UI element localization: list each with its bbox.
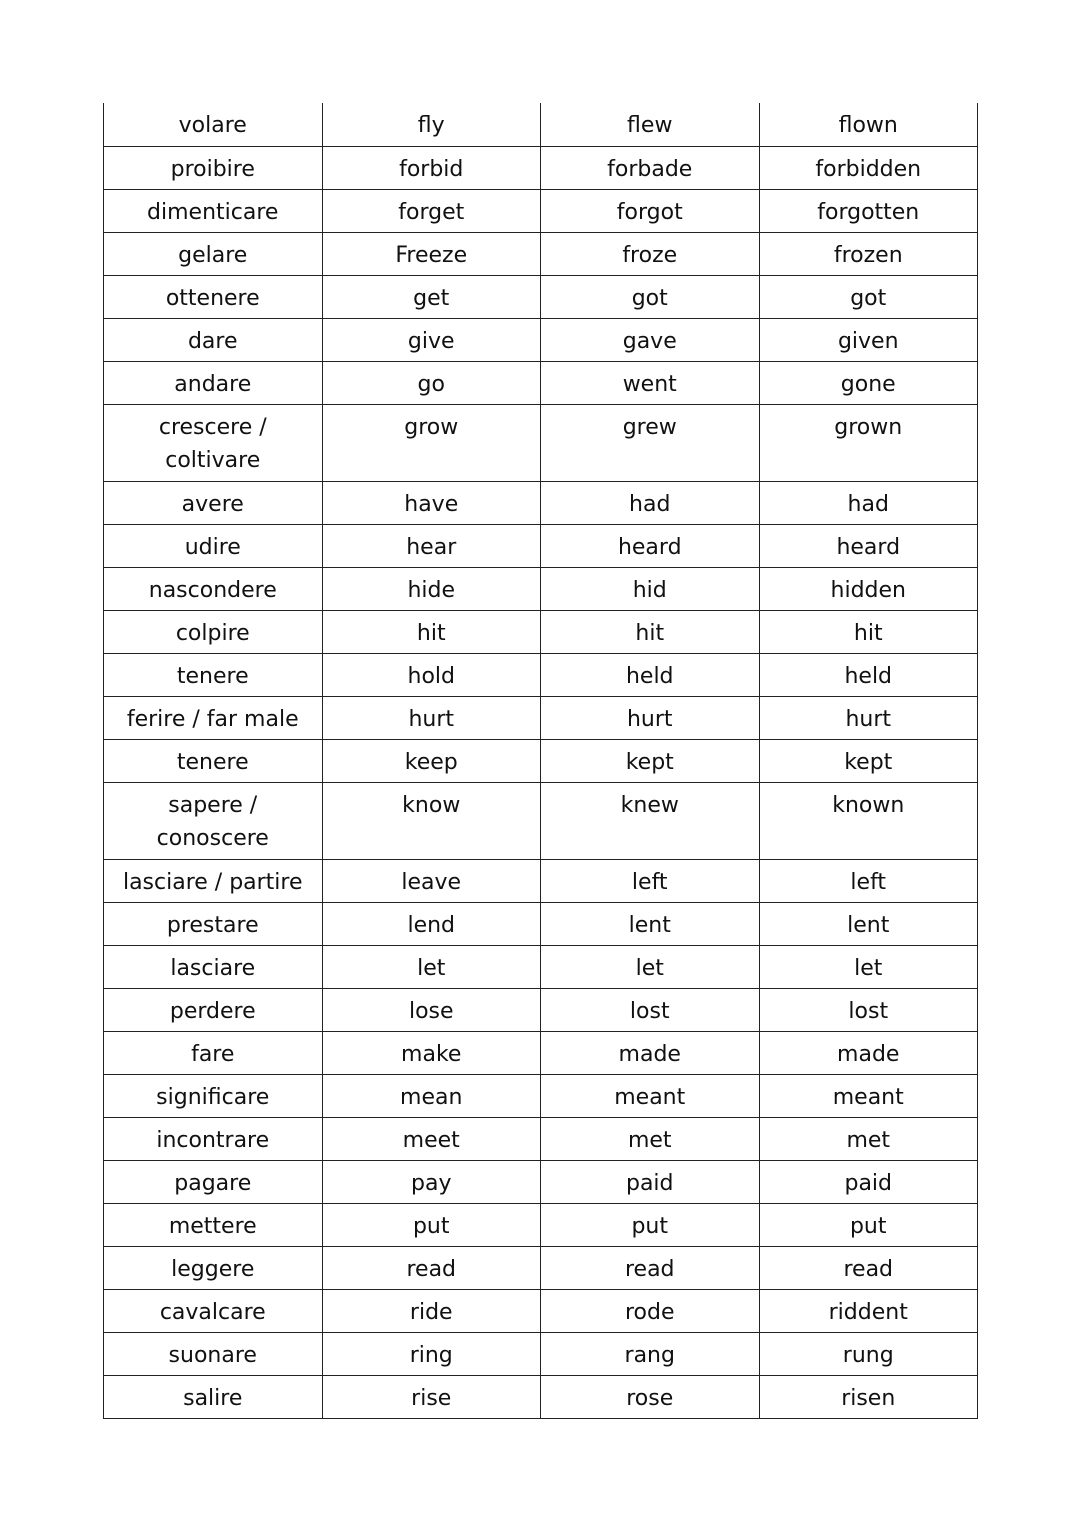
italian-verb-cell: dare: [104, 318, 323, 361]
past-simple-cell: forbade: [541, 146, 760, 189]
italian-verb-cell: gelare: [104, 232, 323, 275]
italian-verb-cell: ferire / far male: [104, 696, 323, 739]
past-simple-cell: paid: [541, 1160, 760, 1203]
irregular-verbs-table: [103, 103, 978, 1419]
table-row: [104, 610, 978, 653]
table-row: [104, 902, 978, 945]
base-form-cell: grow: [322, 404, 541, 481]
past-simple-cell: got: [541, 275, 760, 318]
italian-verb-cell: tenere: [104, 739, 323, 782]
base-form-cell: Freeze: [322, 232, 541, 275]
past-participle-cell: made: [759, 1031, 978, 1074]
italian-verb-cell: colpire: [104, 610, 323, 653]
base-form-cell: go: [322, 361, 541, 404]
past-participle-cell: put: [759, 1203, 978, 1246]
italian-verb-cell: crescere / coltivare: [104, 404, 323, 481]
past-participle-cell: left: [759, 859, 978, 902]
italian-verb-cell: pagare: [104, 1160, 323, 1203]
table-row: [104, 945, 978, 988]
base-form-cell: fly: [322, 103, 541, 146]
base-form-cell: know: [322, 782, 541, 859]
past-simple-cell: hid: [541, 567, 760, 610]
italian-verb-cell: lasciare: [104, 945, 323, 988]
past-simple-cell: had: [541, 481, 760, 524]
table-row: [104, 275, 978, 318]
italian-verb-cell: cavalcare: [104, 1289, 323, 1332]
past-simple-cell: kept: [541, 739, 760, 782]
past-simple-cell: held: [541, 653, 760, 696]
base-form-cell: lose: [322, 988, 541, 1031]
past-simple-cell: put: [541, 1203, 760, 1246]
past-simple-cell: rang: [541, 1332, 760, 1375]
base-form-cell: rise: [322, 1375, 541, 1418]
base-form-cell: mean: [322, 1074, 541, 1117]
past-participle-cell: risen: [759, 1375, 978, 1418]
past-simple-cell: flew: [541, 103, 760, 146]
past-participle-cell: grown: [759, 404, 978, 481]
table-row: [104, 567, 978, 610]
base-form-cell: ride: [322, 1289, 541, 1332]
past-participle-cell: hidden: [759, 567, 978, 610]
italian-verb-cell: incontrare: [104, 1117, 323, 1160]
italian-verb-cell: dimenticare: [104, 189, 323, 232]
table-row: [104, 232, 978, 275]
past-simple-cell: went: [541, 361, 760, 404]
past-participle-cell: rung: [759, 1332, 978, 1375]
table-row: [104, 696, 978, 739]
italian-verb-cell: ottenere: [104, 275, 323, 318]
base-form-cell: forbid: [322, 146, 541, 189]
italian-verb-cell: udire: [104, 524, 323, 567]
table-row: [104, 481, 978, 524]
italian-verb-cell: perdere: [104, 988, 323, 1031]
italian-verb-cell: fare: [104, 1031, 323, 1074]
table-row: [104, 1160, 978, 1203]
past-simple-cell: rose: [541, 1375, 760, 1418]
past-participle-cell: forgotten: [759, 189, 978, 232]
past-participle-cell: had: [759, 481, 978, 524]
table-row: [104, 1332, 978, 1375]
italian-verb-cell: volare: [104, 103, 323, 146]
past-simple-cell: lent: [541, 902, 760, 945]
past-participle-cell: got: [759, 275, 978, 318]
past-simple-cell: rode: [541, 1289, 760, 1332]
base-form-cell: let: [322, 945, 541, 988]
base-form-cell: hear: [322, 524, 541, 567]
past-participle-cell: known: [759, 782, 978, 859]
past-simple-cell: left: [541, 859, 760, 902]
base-form-cell: put: [322, 1203, 541, 1246]
past-simple-cell: froze: [541, 232, 760, 275]
past-participle-cell: paid: [759, 1160, 978, 1203]
verbs-table-body: [104, 103, 978, 1418]
base-form-cell: lend: [322, 902, 541, 945]
past-participle-cell: hit: [759, 610, 978, 653]
table-row: [104, 1117, 978, 1160]
table-row: [104, 146, 978, 189]
past-participle-cell: forbidden: [759, 146, 978, 189]
table-row: [104, 1074, 978, 1117]
italian-verb-cell: tenere: [104, 653, 323, 696]
table-row: [104, 404, 978, 481]
past-participle-cell: lost: [759, 988, 978, 1031]
past-participle-cell: flown: [759, 103, 978, 146]
base-form-cell: give: [322, 318, 541, 361]
past-participle-cell: riddent: [759, 1289, 978, 1332]
base-form-cell: make: [322, 1031, 541, 1074]
base-form-cell: read: [322, 1246, 541, 1289]
base-form-cell: pay: [322, 1160, 541, 1203]
italian-verb-cell: avere: [104, 481, 323, 524]
base-form-cell: hold: [322, 653, 541, 696]
past-simple-cell: gave: [541, 318, 760, 361]
past-participle-cell: meant: [759, 1074, 978, 1117]
past-participle-cell: read: [759, 1246, 978, 1289]
past-participle-cell: let: [759, 945, 978, 988]
past-participle-cell: kept: [759, 739, 978, 782]
past-simple-cell: hurt: [541, 696, 760, 739]
table-row: [104, 1375, 978, 1418]
base-form-cell: leave: [322, 859, 541, 902]
past-participle-cell: given: [759, 318, 978, 361]
past-participle-cell: held: [759, 653, 978, 696]
base-form-cell: get: [322, 275, 541, 318]
past-participle-cell: hurt: [759, 696, 978, 739]
past-simple-cell: grew: [541, 404, 760, 481]
table-row: [104, 361, 978, 404]
past-simple-cell: met: [541, 1117, 760, 1160]
table-row: [104, 988, 978, 1031]
past-simple-cell: meant: [541, 1074, 760, 1117]
italian-verb-cell: significare: [104, 1074, 323, 1117]
italian-verb-cell: sapere / conoscere: [104, 782, 323, 859]
base-form-cell: forget: [322, 189, 541, 232]
italian-verb-cell: suonare: [104, 1332, 323, 1375]
past-simple-cell: let: [541, 945, 760, 988]
table-row: [104, 1246, 978, 1289]
table-row: [104, 653, 978, 696]
table-row: [104, 782, 978, 859]
table-row: [104, 1031, 978, 1074]
past-participle-cell: lent: [759, 902, 978, 945]
past-simple-cell: heard: [541, 524, 760, 567]
past-participle-cell: gone: [759, 361, 978, 404]
table-row: [104, 1203, 978, 1246]
table-row: [104, 318, 978, 361]
italian-verb-cell: salire: [104, 1375, 323, 1418]
base-form-cell: hide: [322, 567, 541, 610]
past-simple-cell: lost: [541, 988, 760, 1031]
past-participle-cell: heard: [759, 524, 978, 567]
italian-verb-cell: proibire: [104, 146, 323, 189]
past-simple-cell: forgot: [541, 189, 760, 232]
italian-verb-cell: nascondere: [104, 567, 323, 610]
base-form-cell: meet: [322, 1117, 541, 1160]
table-row: [104, 1289, 978, 1332]
past-participle-cell: met: [759, 1117, 978, 1160]
past-simple-cell: read: [541, 1246, 760, 1289]
table-row: [104, 103, 978, 146]
table-row: [104, 189, 978, 232]
past-participle-cell: frozen: [759, 232, 978, 275]
italian-verb-cell: andare: [104, 361, 323, 404]
base-form-cell: hurt: [322, 696, 541, 739]
table-row: [104, 524, 978, 567]
base-form-cell: have: [322, 481, 541, 524]
base-form-cell: ring: [322, 1332, 541, 1375]
past-simple-cell: knew: [541, 782, 760, 859]
italian-verb-cell: prestare: [104, 902, 323, 945]
table-row: [104, 859, 978, 902]
base-form-cell: hit: [322, 610, 541, 653]
past-simple-cell: hit: [541, 610, 760, 653]
base-form-cell: keep: [322, 739, 541, 782]
italian-verb-cell: leggere: [104, 1246, 323, 1289]
table-row: [104, 739, 978, 782]
italian-verb-cell: lasciare / partire: [104, 859, 323, 902]
italian-verb-cell: mettere: [104, 1203, 323, 1246]
past-simple-cell: made: [541, 1031, 760, 1074]
